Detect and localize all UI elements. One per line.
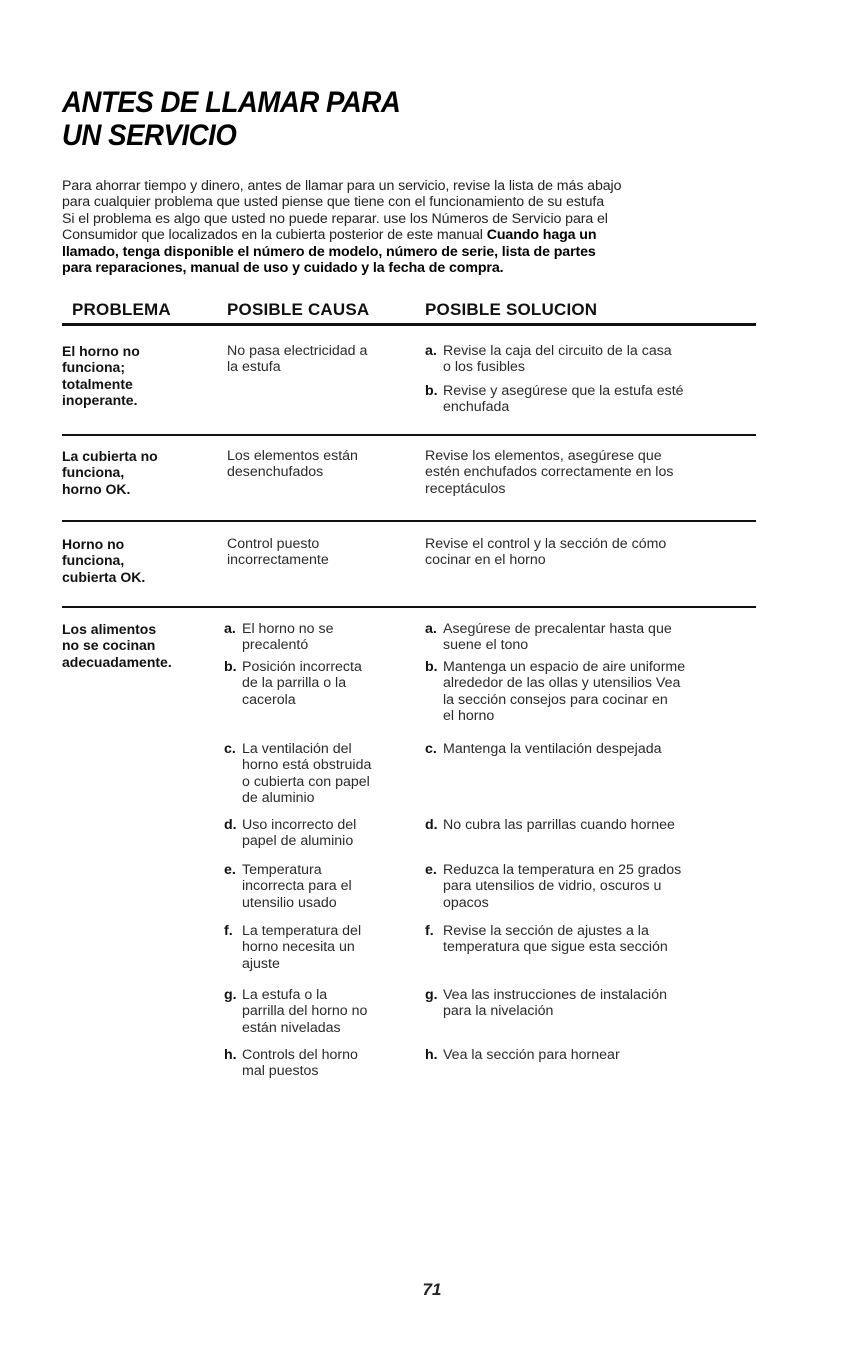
title-line-1: ANTES DE LLAMAR PARA: [62, 86, 401, 119]
cause-line: mal puestos: [242, 1063, 319, 1080]
cause-line: horno está obstruida: [242, 757, 372, 774]
solution-line: Mantenga un espacio de aire uniforme: [443, 659, 686, 675]
item-letter: d.: [224, 817, 237, 833]
problem-line: no se cocinan: [62, 637, 156, 654]
intro-line: Para ahorrar tiempo y dinero, antes de llamar para un servicio, revise la lista de más abajo: [62, 178, 622, 194]
problem-cell: [62, 621, 172, 670]
cause-line: utensilio usado: [242, 894, 337, 911]
solution-line: Revise y asegúrese que la estufa esté: [443, 383, 684, 399]
intro-bold-text: Cuando haga un: [486, 227, 597, 244]
cause-line: incorrecta para el: [242, 878, 352, 895]
item-letter: d.: [425, 817, 438, 833]
cause-line: El horno no se: [242, 621, 334, 637]
header-cause: POSIBLE CAUSA: [227, 300, 370, 319]
solution-line: Revise la caja del circuito de la casa: [443, 343, 672, 359]
solution-line: Reduzca la temperatura en 25 grados: [443, 862, 682, 878]
item-letter: h.: [425, 1047, 438, 1063]
intro-line: Si el problema es algo que usted no puede reparar. use los Números de Servicio para el: [62, 210, 608, 227]
intro-line: [62, 227, 792, 243]
solution-line: para utensilios de vidrio, oscuros u: [443, 878, 662, 895]
row-divider: [62, 434, 756, 436]
item-letter: a.: [425, 343, 437, 359]
header-rule: [62, 323, 756, 326]
cause-line: están niveladas: [242, 1019, 341, 1036]
page-number: 71: [422, 1280, 442, 1299]
problem-line: horno OK.: [62, 480, 131, 497]
solution-cell: [425, 448, 673, 497]
cause-line: papel de aluminio: [242, 833, 354, 850]
solution-line: la sección consejos para cocinar en: [443, 691, 668, 708]
intro-line: para cualquier problema que usted piense que tiene con el funcionamiento de su estufa: [62, 194, 605, 211]
intro-line-text: Consumidor que localizados en la cubierta posterior de este manual: [62, 227, 483, 244]
item-letter: g.: [425, 987, 438, 1003]
intro-paragraph: [62, 178, 792, 276]
item-letter: b.: [224, 659, 237, 675]
solution-cell: [425, 536, 666, 569]
cause-line: de la parrilla o la: [242, 675, 347, 692]
solution-line: No cubra las parrillas cuando hornee: [443, 817, 675, 833]
cause-line: Temperatura: [242, 862, 322, 878]
problem-line: adecuadamente.: [62, 653, 172, 670]
cause-line: parrilla del horno no: [242, 1003, 368, 1020]
cause-line: Los elementos están: [227, 448, 358, 464]
item-letter: c.: [425, 741, 437, 757]
solution-line: Vea las instrucciones de instalación: [443, 987, 667, 1003]
cause-line: La temperatura del: [242, 923, 362, 939]
problem-line: El horno no: [62, 343, 140, 359]
cause-line: La estufa o la: [242, 987, 328, 1003]
solution-line: suene el tono: [443, 637, 529, 654]
cause-line: Uso incorrecto del: [242, 817, 357, 833]
solution-line: Revise los elementos, asegúrese que: [425, 448, 662, 464]
solution-line: el horno: [443, 708, 495, 725]
solution-line: cocinar en el horno: [425, 552, 546, 569]
cause-line: o cubierta con papel: [242, 773, 370, 790]
item-letter: c.: [224, 741, 236, 757]
solution-line: opacos: [443, 894, 489, 911]
intro-bold-line: llamado, tenga disponible el número de modelo, número de serie, lista de partes: [62, 243, 596, 260]
problem-line: cubierta OK.: [62, 568, 146, 585]
item-letter: f.: [224, 923, 233, 939]
header-problem: PROBLEMA: [72, 300, 171, 319]
solution-line: enchufada: [443, 399, 510, 416]
cause-line: ajuste: [242, 955, 280, 972]
solution-line: o los fusibles: [443, 359, 526, 376]
cause-line: de aluminio: [242, 790, 315, 807]
intro-bold-line: para reparaciones, manual de uso y cuidado y la fecha de compra.: [62, 260, 504, 277]
cause-cell: [227, 343, 367, 376]
item-letter: a.: [224, 621, 236, 637]
problem-line: inoperante.: [62, 392, 138, 409]
problem-line: funciona;: [62, 359, 125, 376]
cause-line: La ventilación del: [242, 741, 352, 757]
cause-line: Control puesto: [227, 536, 320, 552]
solution-line: alrededor de las ollas y utensilios Vea: [443, 675, 681, 692]
problem-line: Horno no: [62, 536, 125, 552]
solution-line: Asegúrese de precalentar hasta que: [443, 621, 672, 637]
cause-line: incorrectamente: [227, 552, 329, 569]
cause-cell: [227, 536, 329, 569]
solution-line: Vea la sección para hornear: [443, 1047, 620, 1063]
item-letter: g.: [224, 987, 237, 1003]
solution-line: temperatura que sigue esta sección: [443, 939, 668, 956]
cause-line: Controls del horno: [242, 1047, 358, 1063]
problem-line: La cubierta no: [62, 448, 158, 464]
item-letter: a.: [425, 621, 437, 637]
solution-line: para la nivelación: [443, 1003, 554, 1020]
problem-line: totalmente: [62, 375, 133, 392]
cause-line: Posición incorrecta: [242, 659, 362, 675]
cause-cell: [227, 448, 358, 481]
problem-line: Los alimentos: [62, 621, 157, 637]
header-solution: POSIBLE SOLUCION: [425, 300, 598, 319]
problem-cell: [62, 448, 158, 497]
cause-line: cacerola: [242, 691, 296, 708]
item-letter: f.: [425, 923, 434, 939]
item-letter: b.: [425, 659, 438, 675]
solution-line: Revise la sección de ajustes a la: [443, 923, 649, 939]
page-title: [62, 86, 400, 152]
cause-line: horno necesita un: [242, 939, 355, 956]
cause-line: precalentó: [242, 637, 309, 654]
problem-line: funciona,: [62, 464, 125, 481]
row-divider: [62, 520, 756, 522]
item-letter: e.: [224, 862, 236, 878]
problem-cell: [62, 343, 140, 409]
solution-line: receptáculos: [425, 480, 506, 497]
cause-line: desenchufados: [227, 464, 324, 481]
row-divider: [62, 606, 756, 608]
cause-line: No pasa electricidad a: [227, 343, 368, 359]
cause-line: la estufa: [227, 359, 281, 376]
item-letter: b.: [425, 383, 438, 399]
item-letter: e.: [425, 862, 437, 878]
problem-cell: [62, 536, 145, 585]
solution-line: estén enchufados correctamente en los: [425, 464, 674, 481]
problem-line: funciona,: [62, 552, 125, 569]
item-letter: h.: [224, 1047, 237, 1063]
title-line-2: UN SERVICIO: [62, 119, 237, 152]
solution-line: Mantenga la ventilación despejada: [443, 741, 662, 757]
solution-line: Revise el control y la sección de cómo: [425, 536, 667, 552]
